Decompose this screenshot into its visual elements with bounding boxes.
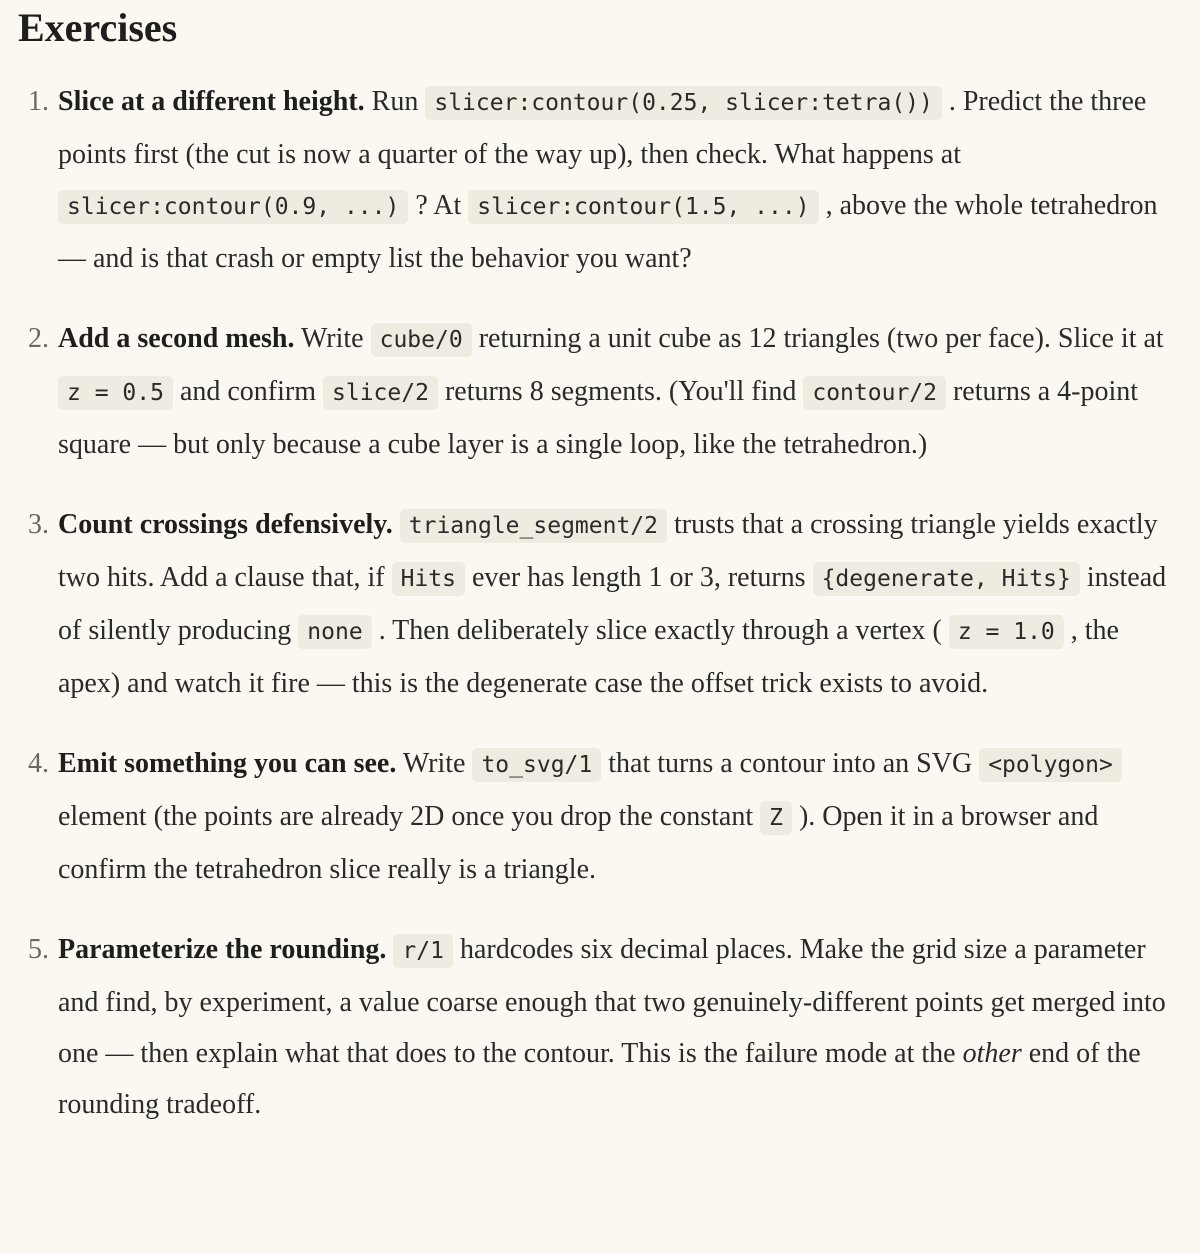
exercise-text: element (the points are already 2D once you drop the constant	[58, 801, 761, 832]
exercise-list	[18, 76, 1200, 1130]
exercise-text: Write	[396, 748, 473, 779]
list-number: 5.	[28, 934, 49, 965]
page-title: Exercises	[18, 5, 178, 50]
exercise-text: , the apex) and watch it fire — this is the degenerate case the offset trick exists to avoid.	[58, 615, 1119, 699]
inline-code: r/1	[393, 934, 453, 968]
exercise-item-5	[18, 924, 1168, 1130]
exercise-text: ever has length 1 or 3, returns	[465, 562, 813, 593]
inline-code: Z	[760, 801, 792, 835]
exercise-text: returns 8 segments. (You'll find	[437, 376, 804, 407]
inline-code: slice/2	[323, 376, 438, 410]
list-number: 2.	[28, 323, 49, 354]
exercise-lead: Count crossings defensively.	[58, 509, 393, 540]
exercise-text: ? At	[408, 190, 469, 221]
exercise-text: Write	[294, 323, 371, 354]
exercise-text: that turns a contour into an SVG	[601, 748, 980, 779]
exercise-lead: Parameterize the rounding.	[58, 934, 387, 965]
inline-code: z = 1.0	[949, 615, 1064, 649]
inline-code: z = 0.5	[58, 376, 173, 410]
exercise-text: ). Open it in a browser and confirm the tetrahedron slice really is a triangle.	[58, 801, 1099, 885]
inline-code: cube/0	[371, 323, 472, 357]
exercise-item-1	[18, 76, 1168, 284]
inline-code: to_svg/1	[472, 748, 601, 782]
exercise-text	[393, 509, 400, 540]
exercise-text: hardcodes six decimal places. Make the grid size a parameter and find, by experiment, a value coarse enough that two genuinely-different points get merged into one — then explain what that does to the contour. This is the failure mode at the	[58, 934, 1166, 1069]
inline-code: slicer:contour(0.9, ...)	[58, 190, 408, 224]
exercise-text: end of the rounding tradeoff.	[58, 1038, 1141, 1120]
exercise-item-3	[18, 499, 1168, 709]
exercise-text: . Predict the three points first (the cut is now a quarter of the way up), then check. What happens at	[58, 86, 1147, 170]
exercise-text: returning a unit cube as 12 triangles (two per face). Slice it at	[471, 323, 1164, 354]
exercise-text: instead of silently producing	[58, 562, 1167, 646]
exercise-item-2	[18, 313, 1168, 470]
inline-code: contour/2	[803, 376, 946, 410]
exercise-text: and confirm	[172, 376, 323, 407]
exercise-lead: Slice at a different height.	[58, 86, 365, 117]
exercise-lead: Emit something you can see.	[58, 748, 397, 779]
inline-code: <polygon>	[979, 748, 1122, 782]
list-number: 3.	[28, 509, 49, 540]
inline-code: none	[298, 615, 371, 649]
exercise-item-4	[18, 738, 1168, 895]
list-number: 4.	[28, 748, 49, 779]
inline-code: triangle_segment/2	[400, 509, 667, 543]
list-number: 1.	[28, 86, 49, 117]
emphasis-text: other	[962, 1038, 1022, 1069]
inline-code: slicer:contour(0.25, slicer:tetra())	[425, 86, 942, 120]
inline-code: {degenerate, Hits}	[813, 562, 1080, 596]
exercise-text: trusts that a crossing triangle yields exactly two hits. Add a clause that, if	[58, 509, 1158, 593]
inline-code: Hits	[392, 562, 465, 596]
exercise-text: Run	[364, 86, 426, 117]
exercise-text: returns a 4-point square — but only because a cube layer is a single loop, like the tetrahedron.)	[58, 376, 1139, 460]
exercise-text: , above the whole tetrahedron — and is that crash or empty list the behavior you want?	[58, 190, 1158, 274]
exercise-lead: Add a second mesh.	[58, 323, 295, 354]
exercise-text: . Then deliberately slice exactly through a vertex (	[371, 615, 949, 646]
inline-code: slicer:contour(1.5, ...)	[468, 190, 818, 224]
